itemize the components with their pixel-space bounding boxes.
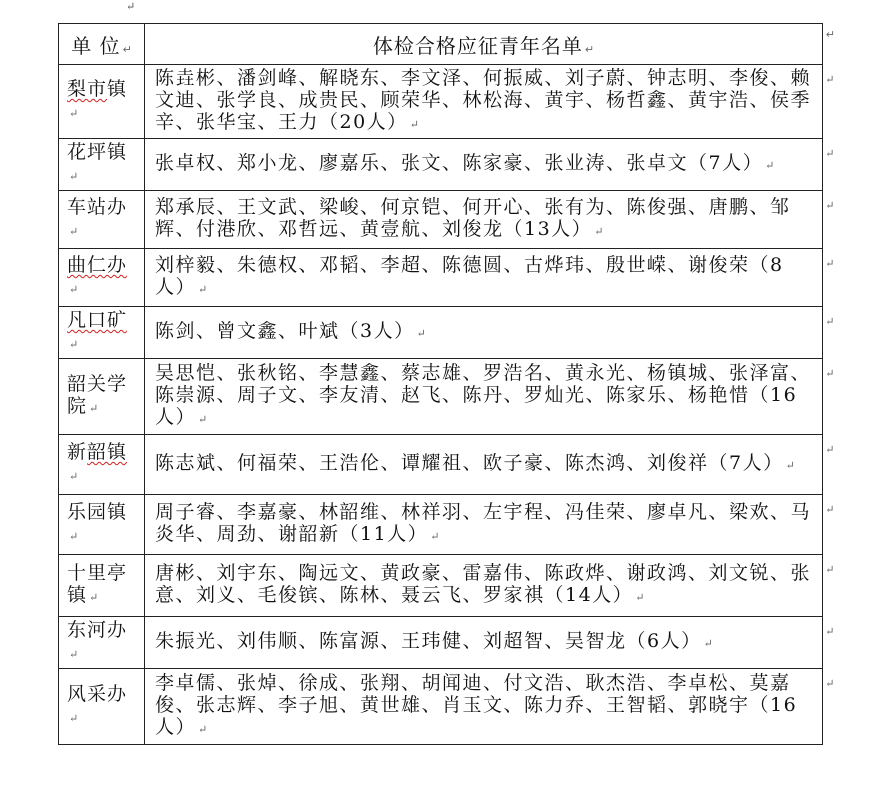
names-list: 唐彬、刘宇东、陶远文、黄政豪、雷嘉伟、陈政烨、谢政鸿、刘文锐、张意、刘义、毛俊镔、陈林、聂云飞、罗家祺（14人） xyxy=(155,562,812,606)
header-names xyxy=(145,24,836,65)
unit-cell xyxy=(59,555,145,617)
names-cell xyxy=(145,435,836,495)
table-row xyxy=(59,191,823,249)
names-cell xyxy=(145,307,836,359)
unit-label-part: 韶镇 xyxy=(87,441,128,463)
table-row xyxy=(59,139,823,191)
table-row xyxy=(59,359,823,435)
unit-label: 东河办 xyxy=(67,619,128,641)
paragraph-mark: ↵ xyxy=(198,413,208,426)
table-row xyxy=(59,617,823,669)
names-cell xyxy=(145,191,836,249)
unit-label: 十里亭镇 xyxy=(67,562,128,606)
recruit-roster-table xyxy=(58,23,836,745)
paragraph-mark: ↵ xyxy=(69,170,79,183)
names-cell xyxy=(145,617,836,669)
names-cell xyxy=(145,495,836,555)
header-unit-label: 单 位 xyxy=(71,33,121,58)
table-header-row xyxy=(59,24,823,65)
unit-cell xyxy=(59,249,145,307)
row-end-mark: ↵ xyxy=(825,147,836,160)
row-end-mark: ↵ xyxy=(825,503,836,516)
unit-label: 乐园镇 xyxy=(67,501,128,523)
paragraph-mark: ↵ xyxy=(126,0,136,13)
paragraph-mark: ↵ xyxy=(409,118,419,131)
unit-cell xyxy=(59,307,145,359)
paragraph-mark: ↵ xyxy=(69,470,79,483)
paragraph-mark: ↵ xyxy=(122,42,132,56)
row-end-mark: ↵ xyxy=(825,28,836,41)
unit-label: 风采办 xyxy=(67,683,128,705)
names-list: 陈剑、曾文鑫、叶斌（3人） xyxy=(155,320,415,342)
unit-label: 车站办 xyxy=(67,196,128,218)
names-cell xyxy=(145,359,836,435)
names-cell xyxy=(145,65,836,139)
paragraph-mark: ↵ xyxy=(69,530,79,543)
paragraph-mark: ↵ xyxy=(594,225,604,238)
unit-label: 凡口矿 xyxy=(67,309,128,331)
unit-label-part: 新 xyxy=(67,441,88,463)
paragraph-mark: ↵ xyxy=(584,42,595,56)
unit-label: 花坪镇 xyxy=(67,141,128,163)
names-cell xyxy=(145,139,836,191)
paragraph-mark: ↵ xyxy=(785,459,795,472)
table-row xyxy=(59,435,823,495)
paragraph-mark: ↵ xyxy=(198,723,208,736)
paragraph-mark: ↵ xyxy=(69,283,79,296)
names-list: 陈志斌、何福荣、王浩伦、谭耀祖、欧子豪、陈杰鸿、刘俊祥（7人） xyxy=(155,452,784,474)
paragraph-mark: ↵ xyxy=(69,712,79,725)
names-list: 张卓权、郑小龙、廖嘉乐、张文、陈家豪、张业涛、张卓文（7人） xyxy=(155,152,764,174)
names-list: 郑承辰、王文武、梁峻、何京铠、何开心、张有为、陈俊强、唐鹏、邹辉、付港欣、邓哲远、黄壹航、刘俊龙（13人） xyxy=(155,196,791,240)
names-cell xyxy=(145,249,836,307)
table-row xyxy=(59,555,823,617)
paragraph-mark: ↵ xyxy=(430,530,440,543)
row-end-mark: ↵ xyxy=(825,443,836,456)
names-cell xyxy=(145,555,836,617)
table-row xyxy=(59,249,823,307)
paragraph-mark: ↵ xyxy=(89,402,99,415)
paragraph-mark: ↵ xyxy=(635,591,645,604)
paragraph-mark: ↵ xyxy=(69,648,79,661)
names-list: 陈垚彬、潘剑峰、解晓东、李文泽、何振威、刘子蔚、钟志明、李俊、赖文迪、张学良、成贵民、顾荣华、林松海、黄宇、杨哲鑫、黄宇浩、侯季辛、张华宝、王力（20人） xyxy=(155,67,812,133)
header-names-label: 体检合格应征青年名单 xyxy=(372,33,583,58)
names-list: 吴思恺、张秋铭、李慧鑫、蔡志雄、罗浩名、黄永光、杨镇城、张泽富、陈崇源、周子文、李友清、赵飞、陈丹、罗灿光、陈家乐、杨艳惜（16人） xyxy=(155,362,812,428)
paragraph-mark: ↵ xyxy=(703,637,713,650)
paragraph-mark: ↵ xyxy=(69,107,79,120)
row-end-mark: ↵ xyxy=(825,73,836,86)
names-list: 刘梓毅、朱德权、邓韬、李超、陈德圆、古烨玮、殷世嵘、谢俊荣（8人） xyxy=(155,254,784,298)
unit-cell xyxy=(59,435,145,495)
table-row xyxy=(59,307,823,359)
names-list: 李卓儒、张焯、徐成、张翔、胡闻迪、付文浩、耿杰浩、李卓松、莫嘉俊、张志辉、李子旭、黄世雄、肖玉文、陈力乔、王智韬、郭晓宇（16人） xyxy=(155,672,798,738)
row-end-mark: ↵ xyxy=(825,563,836,576)
row-end-mark: ↵ xyxy=(825,367,836,380)
unit-cell xyxy=(59,617,145,669)
row-end-mark: ↵ xyxy=(825,315,836,328)
paragraph-mark: ↵ xyxy=(765,159,775,172)
unit-cell xyxy=(59,191,145,249)
unit-label: 曲仁办 xyxy=(67,254,128,276)
unit-label-part: 镇 xyxy=(107,78,128,100)
unit-cell xyxy=(59,139,145,191)
row-end-mark: ↵ xyxy=(825,625,836,638)
unit-label-part: 梨市 xyxy=(67,78,108,100)
header-unit xyxy=(59,24,145,65)
unit-cell xyxy=(59,65,145,139)
unit-cell xyxy=(59,495,145,555)
paragraph-mark: ↵ xyxy=(416,327,426,340)
row-end-mark: ↵ xyxy=(825,257,836,270)
unit-label: 韶关学院 xyxy=(67,373,128,417)
paragraph-mark: ↵ xyxy=(198,283,208,296)
paragraph-mark: ↵ xyxy=(69,338,79,351)
names-cell xyxy=(145,669,836,745)
names-list: 朱振光、刘伟顺、陈富源、王玮健、刘超智、吴智龙（6人） xyxy=(155,630,702,652)
table-row xyxy=(59,65,823,139)
paragraph-mark: ↵ xyxy=(89,591,99,604)
names-list: 周子睿、李嘉豪、林韶维、林祥羽、左宇程、冯佳荣、廖卓凡、梁欢、马炎华、周劲、谢韶新（11人） xyxy=(155,501,812,545)
paragraph-mark: ↵ xyxy=(69,225,79,238)
unit-cell xyxy=(59,359,145,435)
row-end-mark: ↵ xyxy=(825,199,836,212)
row-end-mark: ↵ xyxy=(825,677,836,690)
table-row xyxy=(59,495,823,555)
table-row xyxy=(59,669,823,745)
unit-cell xyxy=(59,669,145,745)
